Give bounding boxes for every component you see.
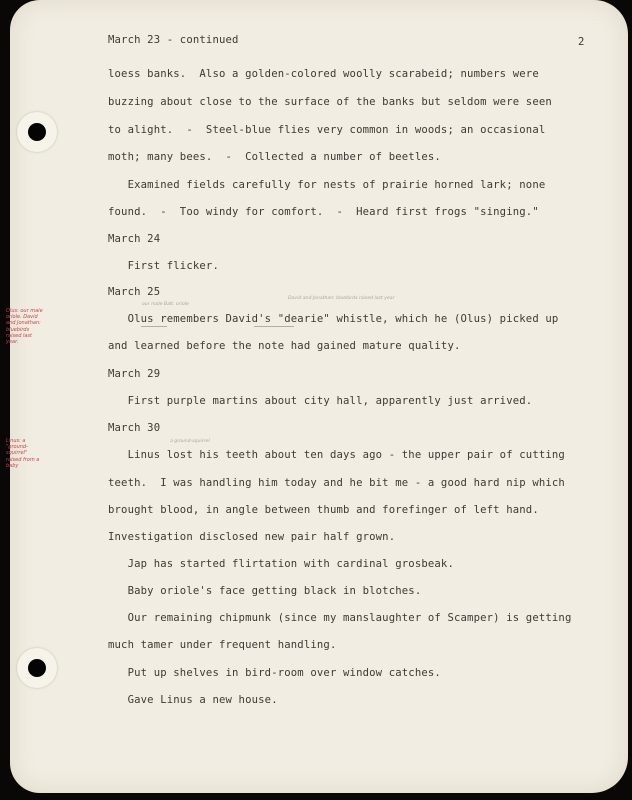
text-line: Linus lost his teeth about ten days ago - the upper pair of cutting (108, 449, 565, 461)
text-line: Baby oriole's face getting black in blotches. (108, 585, 422, 597)
document-page (6, 0, 628, 793)
pencil-underline (254, 326, 294, 327)
date-heading: March 29 (108, 368, 161, 380)
text-line: and learned before the note had gained mature quality. (108, 340, 461, 352)
text-line: teeth. I was handling him today and he bit me - a good hard nip which (108, 477, 565, 489)
text-line: loess banks. Also a golden-colored woolly scarabeid; numbers were (108, 68, 539, 80)
text-line: First purple martins about city hall, apparently just arrived. (108, 395, 533, 407)
margin-note-linus: Linus: a "ground-squirrel" raised from a baby (6, 438, 40, 469)
text-line: much tamer under frequent handling. (108, 639, 337, 651)
page-header: March 23 - continued (108, 34, 239, 46)
binder-hole-bottom (17, 648, 57, 688)
binder-hole-top (17, 112, 57, 152)
date-heading: March 24 (108, 233, 161, 245)
hole-icon (28, 659, 46, 677)
page-number: 2 (578, 36, 585, 48)
pencil-underline (141, 326, 167, 327)
text-line: Investigation disclosed new pair half grown. (108, 531, 396, 543)
pencil-annotation: a ground-squirrel (170, 439, 210, 444)
text-line: to alight. - Steel-blue flies very common in woods; an occasional (108, 124, 546, 136)
text-line: First flicker. (108, 260, 219, 272)
text-line: Olus remembers David's "dearie" whistle, which he (Olus) picked up (108, 313, 559, 325)
text-line: Put up shelves in bird-room over window catches. (108, 667, 441, 679)
pencil-annotation: David and Jonathan: bluebirds raised last year (288, 296, 395, 301)
text-line: found. - Too windy for comfort. - Heard first frogs "singing." (108, 206, 539, 218)
text-line: Gave Linus a new house. (108, 694, 278, 706)
pencil-annotation: our male Balt. oriole (142, 302, 189, 307)
text-line: Examined fields carefully for nests of prairie horned lark; none (108, 179, 546, 191)
date-heading: March 25 (108, 286, 161, 298)
text-line: moth; many bees. - Collected a number of beetles. (108, 151, 441, 163)
text-line: Jap has started flirtation with cardinal grosbeak. (108, 558, 454, 570)
text-line: Our remaining chipmunk (since my manslaughter of Scamper) is getting (108, 612, 572, 624)
text-line: buzzing about close to the surface of the banks but seldom were seen (108, 96, 552, 108)
hole-icon (28, 123, 46, 141)
margin-note-olus: Olus: our male oriole. David and Jonathan: bluebirds raised last year. (6, 308, 43, 346)
date-heading: March 30 (108, 422, 161, 434)
text-line: brought blood, in angle between thumb and forefinger of left hand. (108, 504, 539, 516)
